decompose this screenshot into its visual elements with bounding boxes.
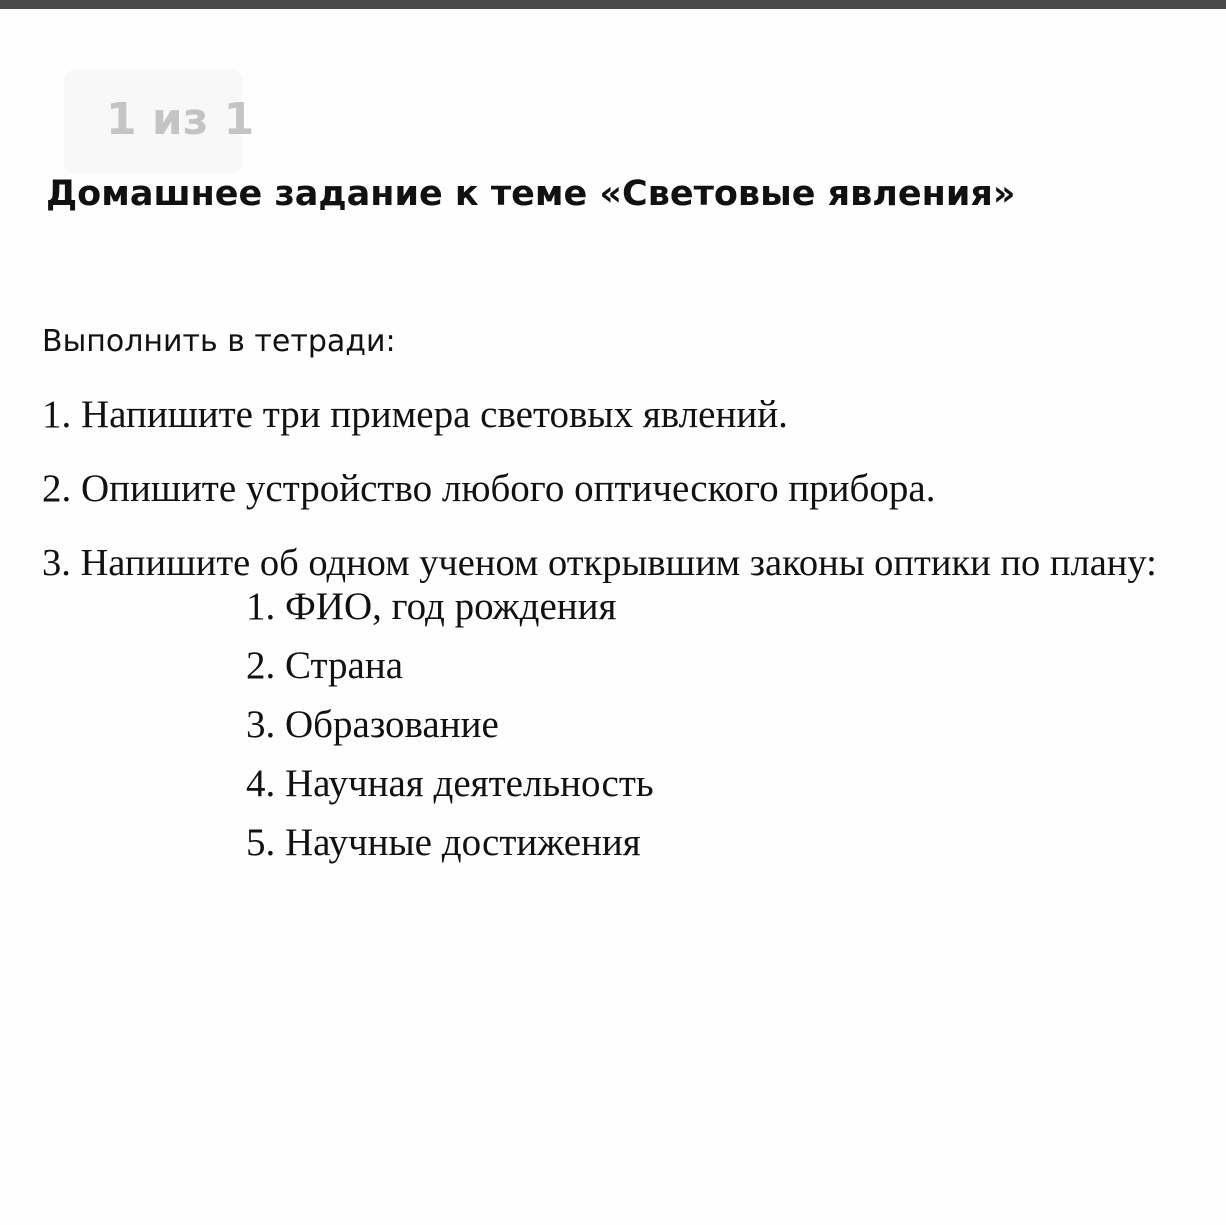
plan-list [246,584,654,879]
task-item: 1. Напишите три примера световых явлений. [42,393,788,436]
plan-item: 1. ФИО, год рождения [246,585,617,628]
plan-item: 2. Страна [246,644,404,687]
task-item: 2. Опишите устройство любого оптического прибора. [42,467,936,510]
task-item: 3. Напишите об одном ученом открывшим законы оптики по плану: [42,542,1157,584]
instruction-text: Выполнить в тетради: [42,324,396,359]
document-title: Домашнее задание к теме «Световые явления» [46,174,1016,214]
page-indicator-label: 1 из 1 [106,94,255,145]
page-indicator [64,70,255,174]
plan-item: 5. Научные достижения [246,821,641,864]
top-bar [0,0,1226,9]
plan-item: 3. Образование [246,703,499,746]
plan-item: 4. Научная деятельность [246,762,654,805]
